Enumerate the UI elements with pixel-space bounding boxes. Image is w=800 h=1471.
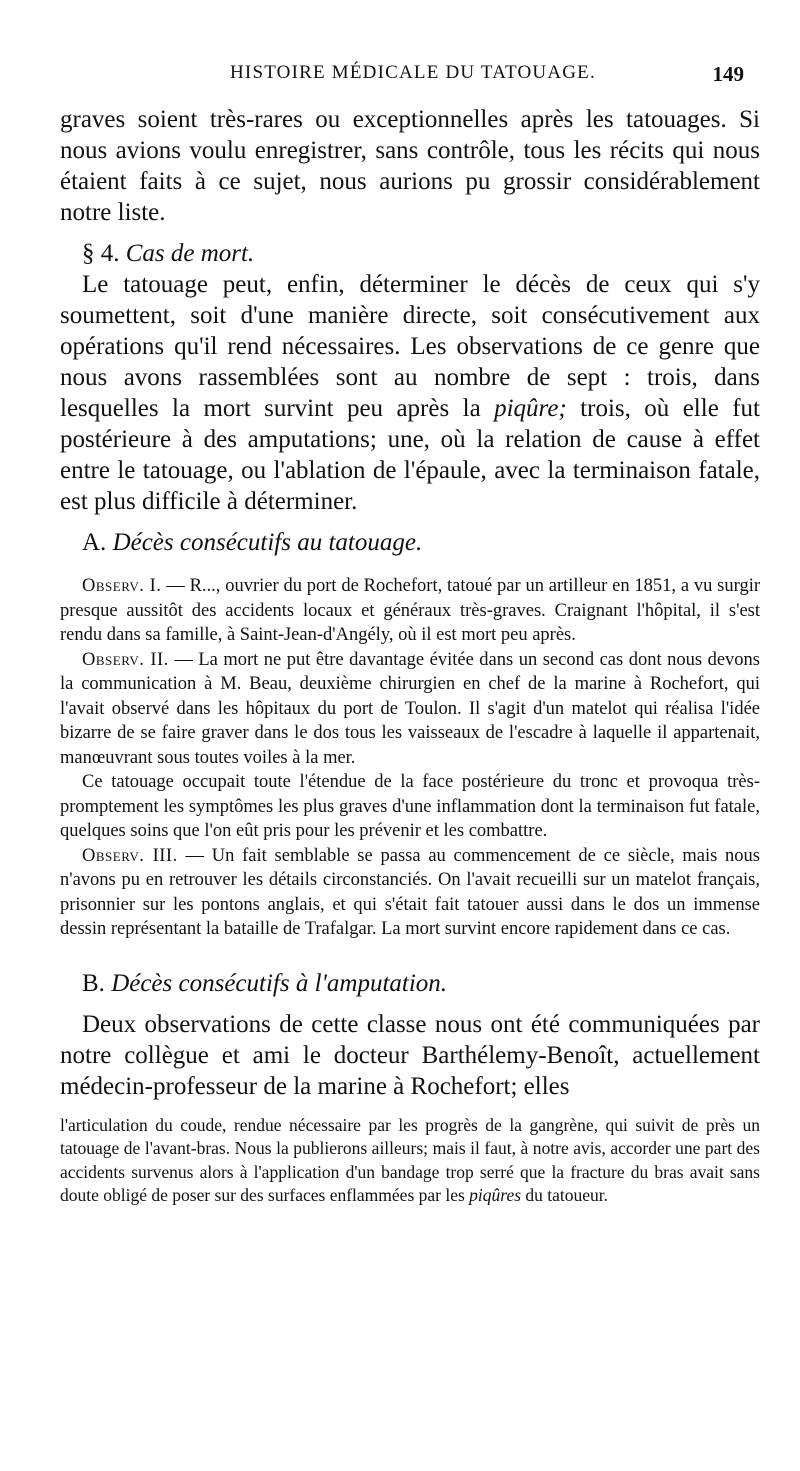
- page-body: [60, 104, 760, 1225]
- paragraph-text-continued: trois, où elle fut postérieure à des amputations; une, où la relation de cause à effet entre le tatouage, ou l'ablation de l'épaule, avec la terminaison fatale, est plus difficile à déterminer.: [60, 395, 760, 515]
- observation-3: [60, 844, 760, 942]
- subsection-title: Décès consécutifs au tatouage.: [112, 529, 423, 556]
- observation-1: [60, 574, 760, 648]
- intro-paragraph: graves soient très-rares ou exceptionnelles après les tatouages. Si nous avions voulu enregistrer, sans contrôle, tous les récits qui nous étaient faits à ce sujet, nous aurions pu grossir considérablement notre liste.: [60, 106, 760, 226]
- page-number: 149: [712, 62, 744, 86]
- section-4-paragraph: [60, 269, 760, 517]
- footnote-text: l'articulation du coude, rendue nécessaire par les progrès de la gangrène, qui suivit de près un tatouage de l'avant-bras. Nous la publierons ailleurs; mais il faut, à notre avis, accorder une part des accidents survenus alors à l'application d'un bandage trop serré que la fracture du bras avait sans doute obligé de poser sur des surfaces enflammées par les: [60, 1114, 760, 1205]
- footnote: [60, 1114, 760, 1208]
- paragraph-italic-word: piqûre;: [494, 395, 567, 422]
- page-header: [56, 62, 744, 92]
- observation-label: Observ. II.: [82, 649, 169, 670]
- subsection-letter: A.: [82, 529, 107, 556]
- observation-label: Observ. III.: [82, 845, 178, 866]
- observation-text: — R..., ouvrier du port de Rochefort, tatoué par un artilleur en 1851, a vu surgir presque aussitôt des accidents locaux et généraux très-graves. Craignant l'hôpital, il s'est rendu dans sa famille, à Saint-Jean-d'Angély, où il est mort peu après.: [60, 576, 761, 645]
- subsection-heading-b: [60, 968, 760, 999]
- observation-text: — Un fait semblable se passa au commencement de ce siècle, mais nous n'avons pu en retrouver les détails circonstanciés. On l'avait recueilli sur un matelot français, prisonnier sur les pontons anglais, et qui s'était fait tatouer aussi dans le dos un immense dessin représentant la bataille de Trafalgar. La mort survint encore rapidement dans ce cas.: [60, 845, 760, 939]
- subsection-letter: B.: [82, 969, 105, 997]
- paragraph-text: Le tatouage peut, enfin, déterminer le décès de ceux qui s'y soumettent, soit d'une manière directe, soit consécutivement aux opérations qu'il rend nécessaires. Les observations de ce genre que nous avons rassemblées sont au nombre de sept : trois, dans lesquelles la mort survint peu après la: [60, 271, 760, 422]
- section-number: § 4.: [82, 240, 120, 267]
- subsection-title: Décès consécutifs à l'amputation.: [111, 969, 448, 997]
- observation-text: — La mort ne put être davantage évitée dans un second cas dont nous devons la communication à M. Beau, deuxième chirurgien en chef de la marine à Rochefort, qui l'avait observé dans les hôpitaux du port de Toulon. Il s'agit d'un matelot qui réalisa l'idée bizarre de se faire graver dans le dos tous les vaisseaux de l'escadre à laquelle il appartenait, manœuvrant sous toutes voiles à la mer.: [60, 649, 760, 768]
- subsection-heading-a: [60, 527, 760, 558]
- observation-2-continuation: Ce tatouage occupait toute l'étendue de la face postérieure du tronc et provoqua très-promptement les symptômes les plus graves d'une inflammation dont la terminaison fut fatale, quelques soins que l'on eût pris pour les prévenir et les combattre.: [60, 772, 760, 841]
- section-title: Cas de mort.: [125, 240, 255, 267]
- footnote-text-end: du tatoueur.: [521, 1185, 609, 1205]
- observation-label: Observ. I.: [82, 576, 162, 596]
- section-heading-4: [60, 238, 760, 269]
- section-b-paragraph: Deux observations de cette classe nous ont été communiquées par notre collègue et ami le docteur Barthélemy-Benoît, actuellement médecin-professeur de la marine à Rochefort; elles: [60, 1010, 760, 1100]
- footnote-italic-word: piqûres: [469, 1185, 522, 1205]
- running-head: HISTOIRE MÉDICALE DU TATOUAGE.: [230, 62, 596, 83]
- observation-2: [60, 648, 760, 771]
